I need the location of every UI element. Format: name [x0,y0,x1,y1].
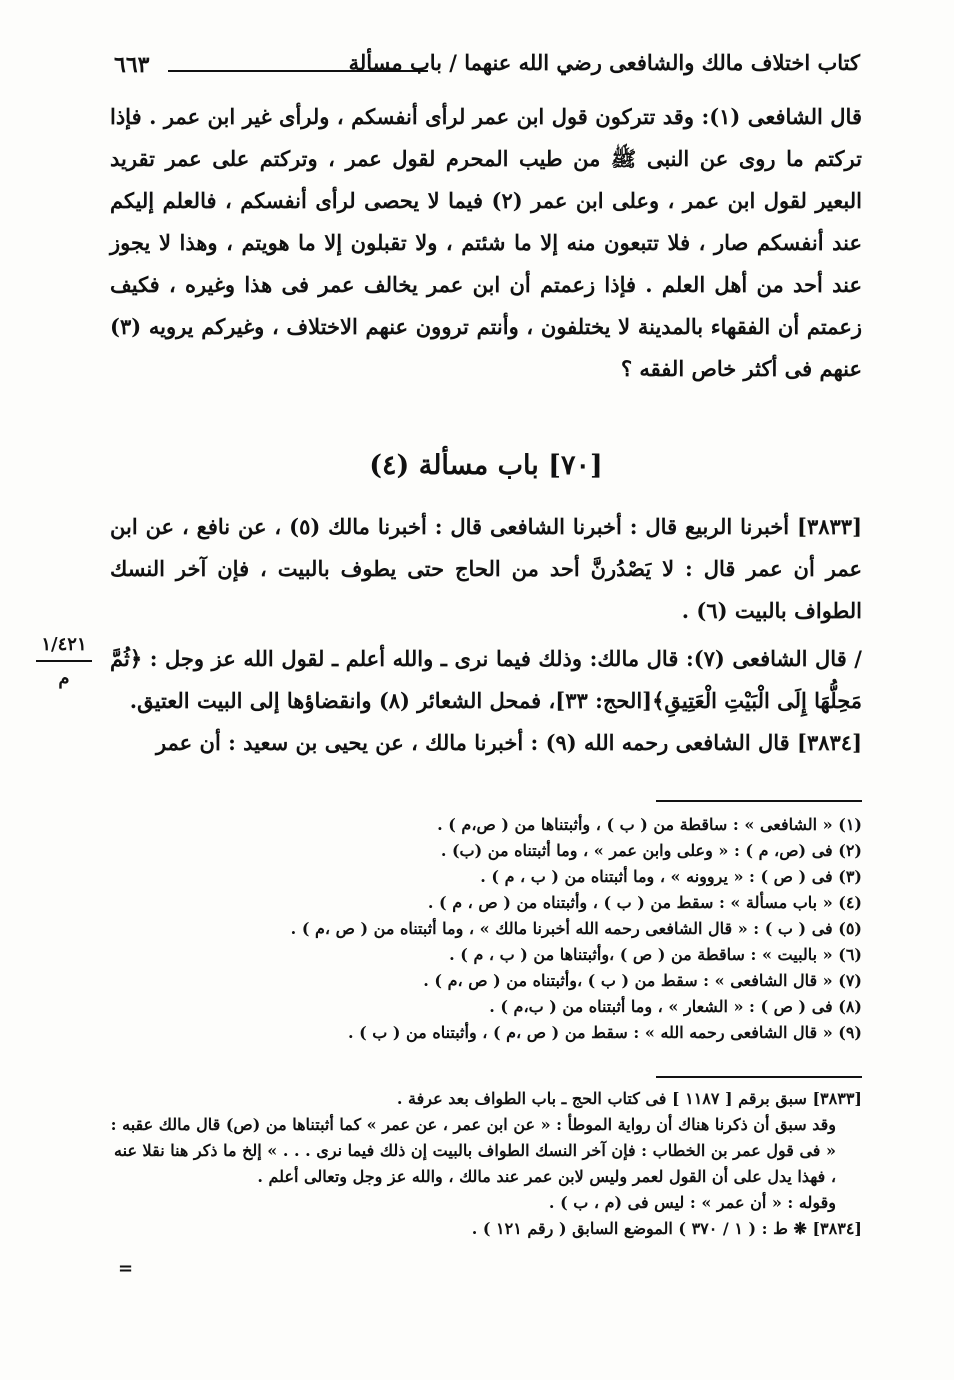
references-rule [656,1076,862,1078]
margin-note-bottom: م [58,668,70,689]
page-number: ٦٦٣ [114,52,150,78]
comment-lead: / قال الشافعى (٧): [685,646,862,671]
reference: وقد سبق أن ذكرنا هناك أن رواية الموطأ : « عن ابن عمر ، عن عمر » كما أثبتناها من (ص) قال مالك عقبه : « فى قول عمر بن الخطاب : فإن آخر النسك الطواف بالبيت إن ذلك فيما نرى . . . » إلخ ما ذكر هنا نقلا عنه ، فهذا يدل على أن القول لعمر وليس لابن عمر عند مالك ، والله عز وجل وتعالى أعلم . [110,1115,836,1186]
footnote: (٩) « قال الشافعى رحمه الله » : سقط من ( ص ،م ) ، وأثبتناه من ( ب ) . [347,1023,862,1042]
hadith-3833 [110,506,862,632]
shafii-comment [110,638,862,722]
hadith-3834 [110,722,862,764]
hadith-text: : أخبرنا مالك ، عن يحيى بن سعيد : أن عمر [155,730,546,755]
footnote: (٢) فى (ص، م ) : « وعلى وابن عمر » ، وما أثبتناه من (ب) . [440,841,862,860]
main-paragraph [110,96,862,390]
margin-note [36,632,92,692]
margin-note-top: ١/٤٢١ [41,634,87,655]
footnote: (١) « الشافعى » : ساقطة من ( ب ) ، وأثبتناها من ( ص،م ) . [437,815,862,834]
hadith-lead: [٣٨٣٣] أخبرنا الربيع [685,514,862,539]
section-body [110,506,862,764]
reference: [٣٨٣٣] سبق برقم [ ١١٨٧ ] فى كتاب الحج ـ باب الطواف بعد عرفة . [396,1089,862,1108]
page-header [108,48,860,82]
margin-note-rule [36,660,92,662]
paragraph [110,96,862,390]
paragraph-text: وقد تتركون قول ابن عمر لرأى أنفسكم ، ولرأى غير ابن عمر . فإذا تركتم ما روى عن النبى ﷺ من طيب المحرم لقول عمر ، وتركتم على عمر تقريد البعير لقول ابن عمر ، وعلى ابن عمر (٢) فيما لا يحصى لرأى أنفسكم ، فالعلم إليكم عند أنفسكم صار ، فلا تتبعون منه إلا ما شئتم ، ولا تقبلون إلا ما هويتم ، وهذا لا يجوز عند أحد من أهل العلم . فإذا زعمتم أن ابن عمر يخالف عمر فى هذا وغيره ، فكيف زعمتم أن الفقهاء بالمدينة لا يختلفون ، وأنتم تروون عنهم الاختلاف ، وغيركم يرويه (٣) عنهم فى أكثر خاص الفقه ؟ [110,104,862,381]
comment-text: قال مالك: وذلك فيما نرى ـ والله أعلم ـ لقول الله عز وجل : ﴿ثُمَّ مَحِلُّهَا إِلَى الْبَيْتِ الْعَتِيقِ﴾[الحج: ٣٣]، فمحل الشعائر (٨) وانقضاؤها إلى البيت العتيق. [110,646,862,713]
running-title: كتاب اختلاف مالك والشافعى رضي الله عنهما / باب مسألة [348,50,860,75]
footnote: (٦) « بالبيت » : ساقطة من ( ص ) ،وأثبتناها من ( ب ، م ) . [449,945,862,964]
hadith-lead: [٣٨٣٤] قال الشافعى رحمه الله (٩) [545,730,862,755]
footnote: (٥) فى ( ب ) : « قال الشافعى رحمه الله أخبرنا مالك » ، وما أثبتناه من ( ص ،م ) . [290,919,862,938]
footnote: (٧) « قال الشافعى » : سقط من ( ب ) ،وأثبتناه من ( ص ،م ) . [423,971,862,990]
section-title: [٧٠] باب مسألة (٤) [369,450,603,481]
reference: وقوله : « أن عمر » : ليس فى (م ، ب ) . [548,1193,836,1212]
paragraph-lead: قال الشافعى (١): [701,104,862,129]
footnote-rule [656,800,862,802]
reference: [٣٨٣٤] ❋ ط : ( ١ / ٣٧٠ ) الموضع السابق ( رقم ١٢١ ) . [471,1219,862,1238]
continuation-mark: = [118,1258,134,1279]
hadith-text: قال : أخبرنا الشافعى قال : أخبرنا مالك (٥) ، عن نافع ، عن ابن عمر أن عمر قال : لا يَصْدُرنَّ أحد من الحاج حتى يطوف بالبيت ، فإن آخر النسك الطواف بالبيت (٦) . [110,514,862,623]
footnote: (٤) « باب مسألة » : سقط من ( ب ) ، وأثبتناه من ( ص ، م ) . [427,893,862,912]
footnote: (٨) فى ( ص ) : « الشعار » ، وما أثبتناه من ( ب،م ) . [489,997,862,1016]
footnote: (٣) فى ( ص ) : « يروونه » ، وما أثبتناه من ( ب ، م ) . [480,867,862,886]
footnotes [110,812,862,1046]
references [110,1086,862,1242]
